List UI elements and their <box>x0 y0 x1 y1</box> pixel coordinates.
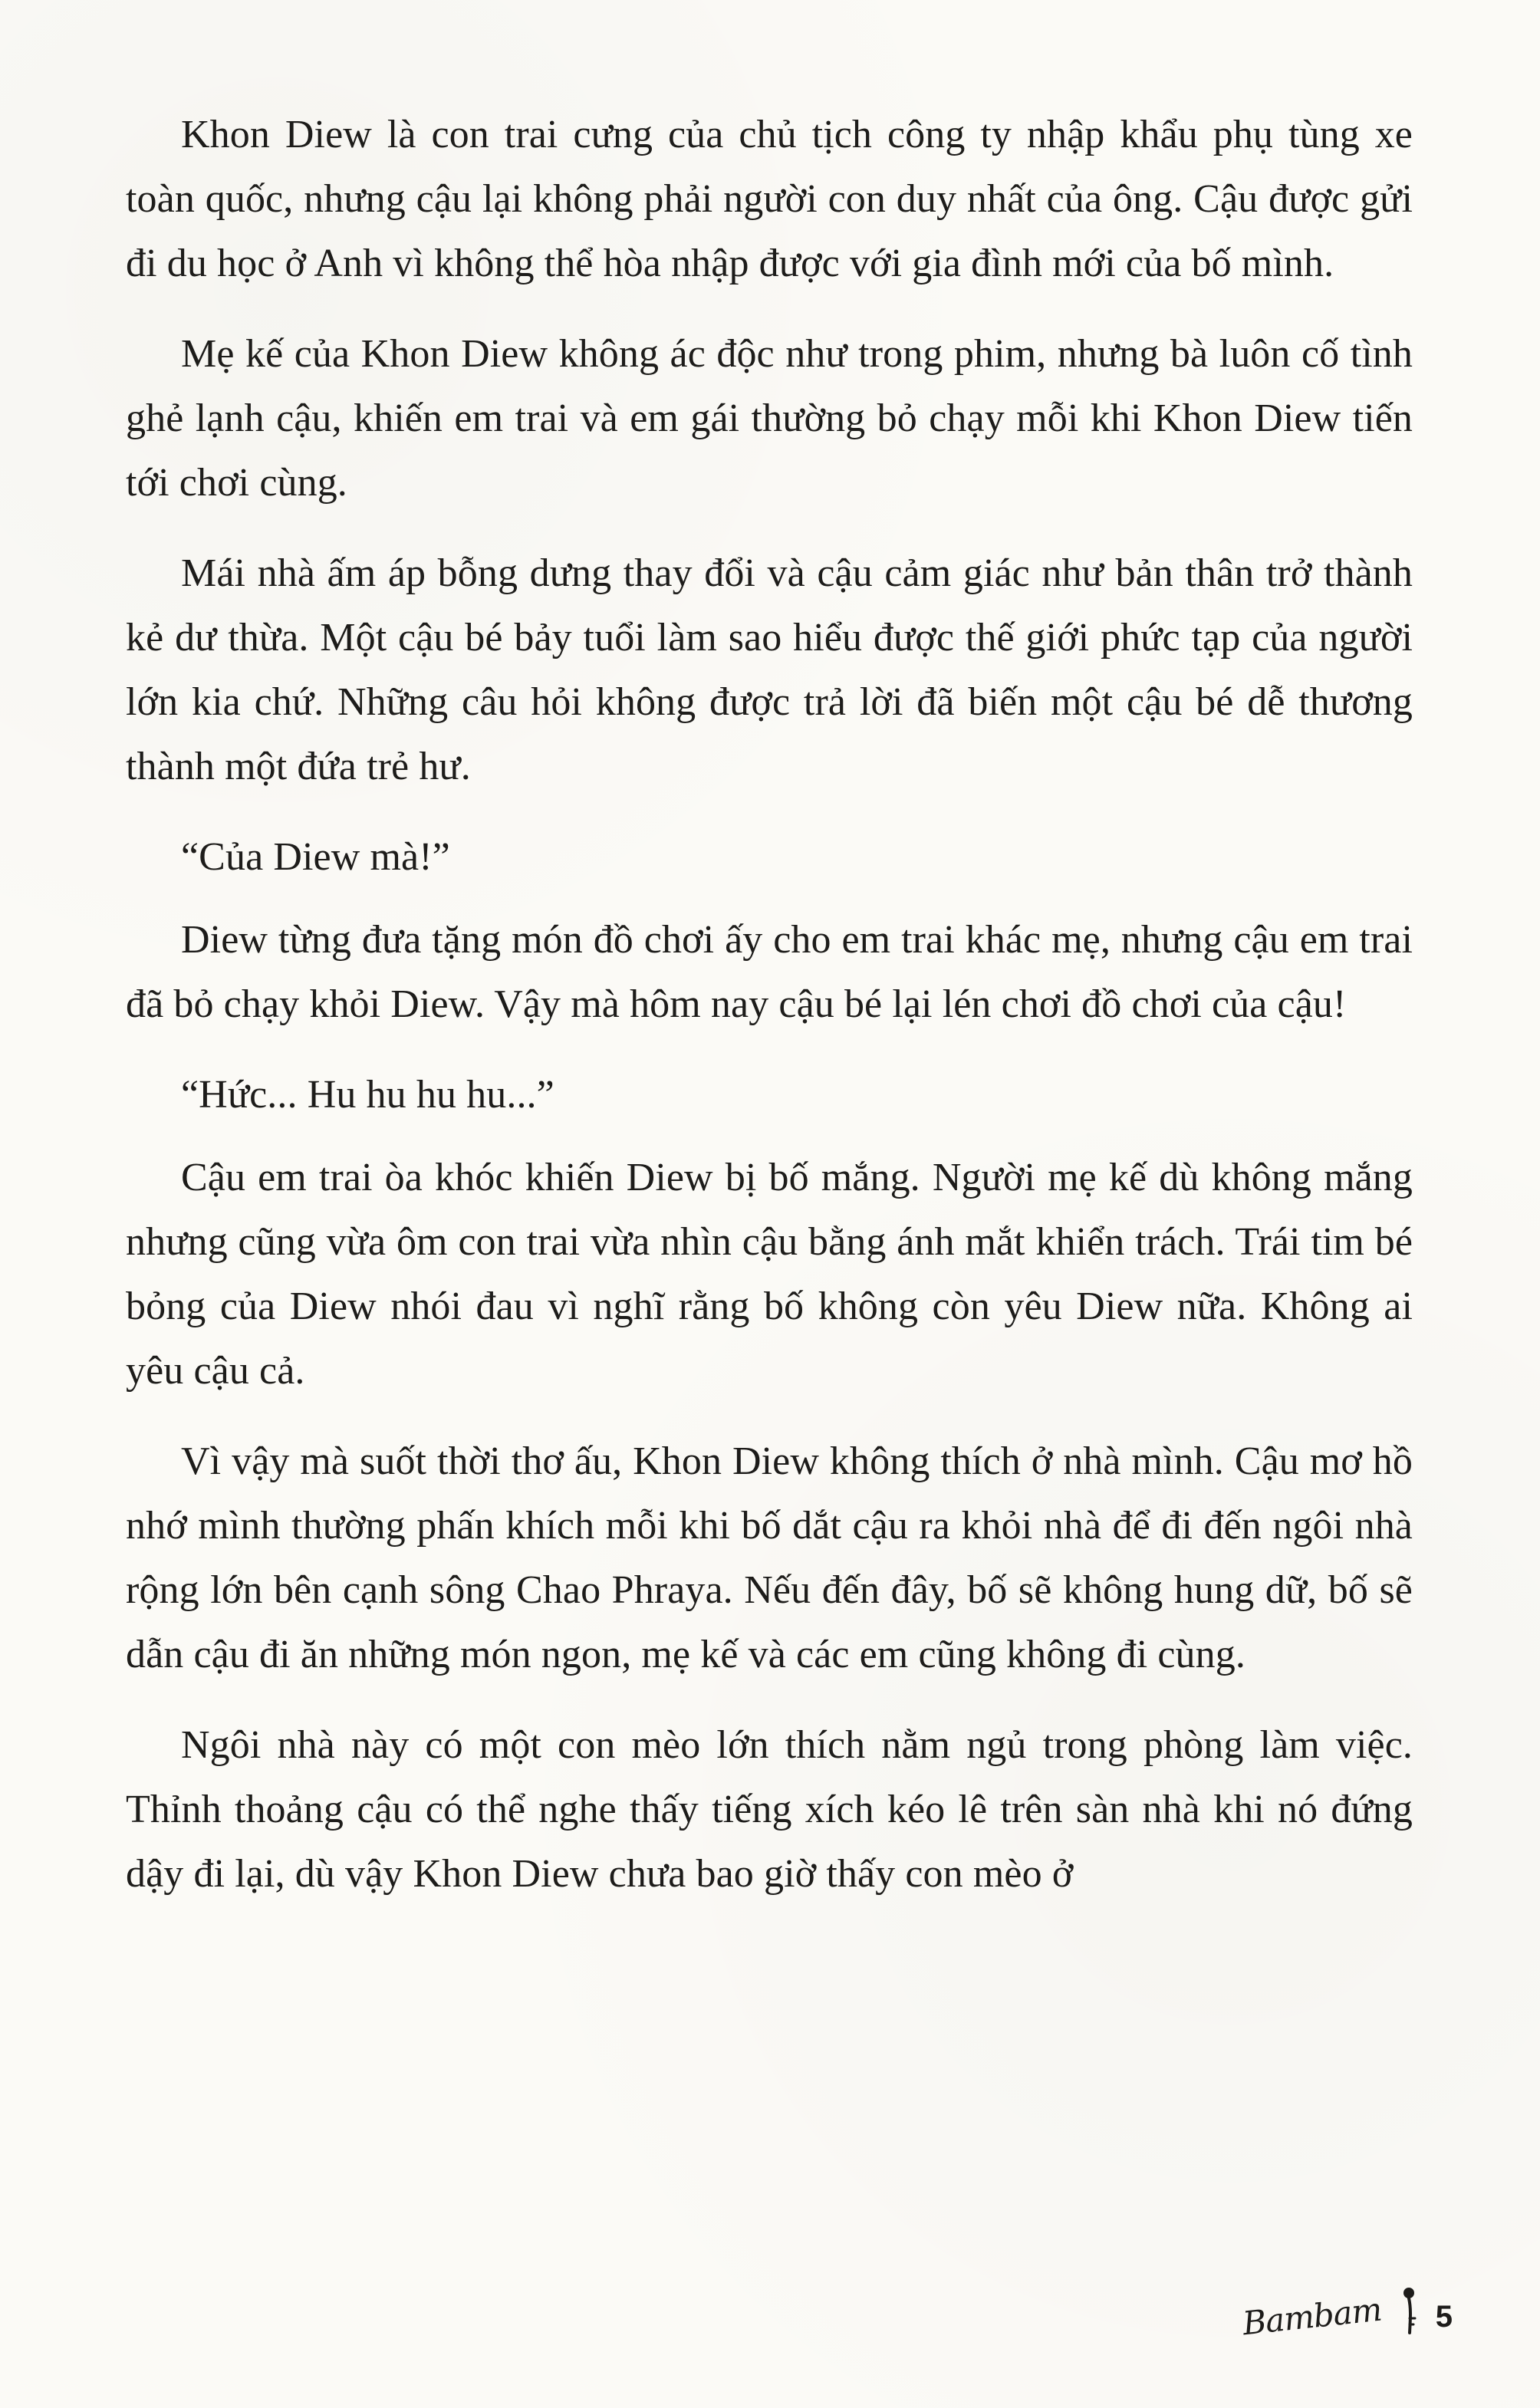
paragraph-2: Mẹ kế của Khon Diew không ác độc như trong phim, nhưng bà luôn cố tình ghẻ lạnh cậu, khiến em trai và em gái thường bỏ chạy mỗi khi Khon Diew tiến tới chơi cùng. <box>126 332 1413 505</box>
paragraph-3: Mái nhà ấm áp bỗng dưng thay đổi và cậu cảm giác như bản thân trở thành kẻ dư thừa. Một cậu bé bảy tuổi làm sao hiểu được thế giới phức tạp của người lớn kia chứ. Những câu hỏi không được trả lời đã biến một cậu bé dễ thương thành một đứa trẻ hư. <box>126 551 1413 788</box>
body-text <box>126 103 1413 1933</box>
dialogue-line-2: “Hức... Hu hu hu hu...” <box>181 1073 554 1117</box>
author-signature: Bambam <box>1241 2290 1384 2343</box>
paragraph-5: Cậu em trai òa khóc khiến Diew bị bố mắng. Người mẹ kế dù không mắng nhưng cũng vừa ôm con trai vừa nhìn cậu bằng ánh mắt khiển trách. Trái tim bé bỏng của Diew nhói đau vì nghĩ rằng bố không còn yêu Diew nữa. Không ai yêu cậu cả. <box>126 1156 1413 1393</box>
paragraph-7: Ngôi nhà này có một con mèo lớn thích nằm ngủ trong phòng làm việc. Thỉnh thoảng cậu có thể nghe thấy tiếng xích kéo lê trên sàn nhà khi nó đứng dậy đi lại, dù vậy Khon Diew chưa bao giờ thấy con mèo ở <box>126 1723 1413 1896</box>
key-icon <box>1396 2285 1422 2341</box>
paragraph-6: Vì vậy mà suốt thời thơ ấu, Khon Diew không thích ở nhà mình. Cậu mơ hồ nhớ mình thường phấn khích mỗi khi bố dắt cậu ra khỏi nhà để đi đến ngôi nhà rộng lớn bên cạnh sông Chao Phraya. Nếu đến đây, bố sẽ không hung dữ, bố sẽ dẫn cậu đi ăn những món ngon, mẹ kế và các em cũng không đi cùng. <box>126 1439 1413 1676</box>
dialogue-line-1: “Của Diew mà!” <box>181 835 450 879</box>
page-number: 5 <box>1435 2300 1453 2334</box>
page-footer <box>1242 2282 1453 2342</box>
paragraph-4: Diew từng đưa tặng món đồ chơi ấy cho em trai khác mẹ, nhưng cậu em trai đã bỏ chạy khỏi Diew. Vậy mà hôm nay cậu bé lại lén chơi đồ chơi của cậu! <box>126 918 1413 1026</box>
paragraph-1: Khon Diew là con trai cưng của chủ tịch công ty nhập khẩu phụ tùng xe toàn quốc, nhưng cậu lại không phải người con duy nhất của ông. Cậu được gửi đi du học ở Anh vì không thể hòa nhập được với gia đình mới của bố mình. <box>126 113 1413 285</box>
